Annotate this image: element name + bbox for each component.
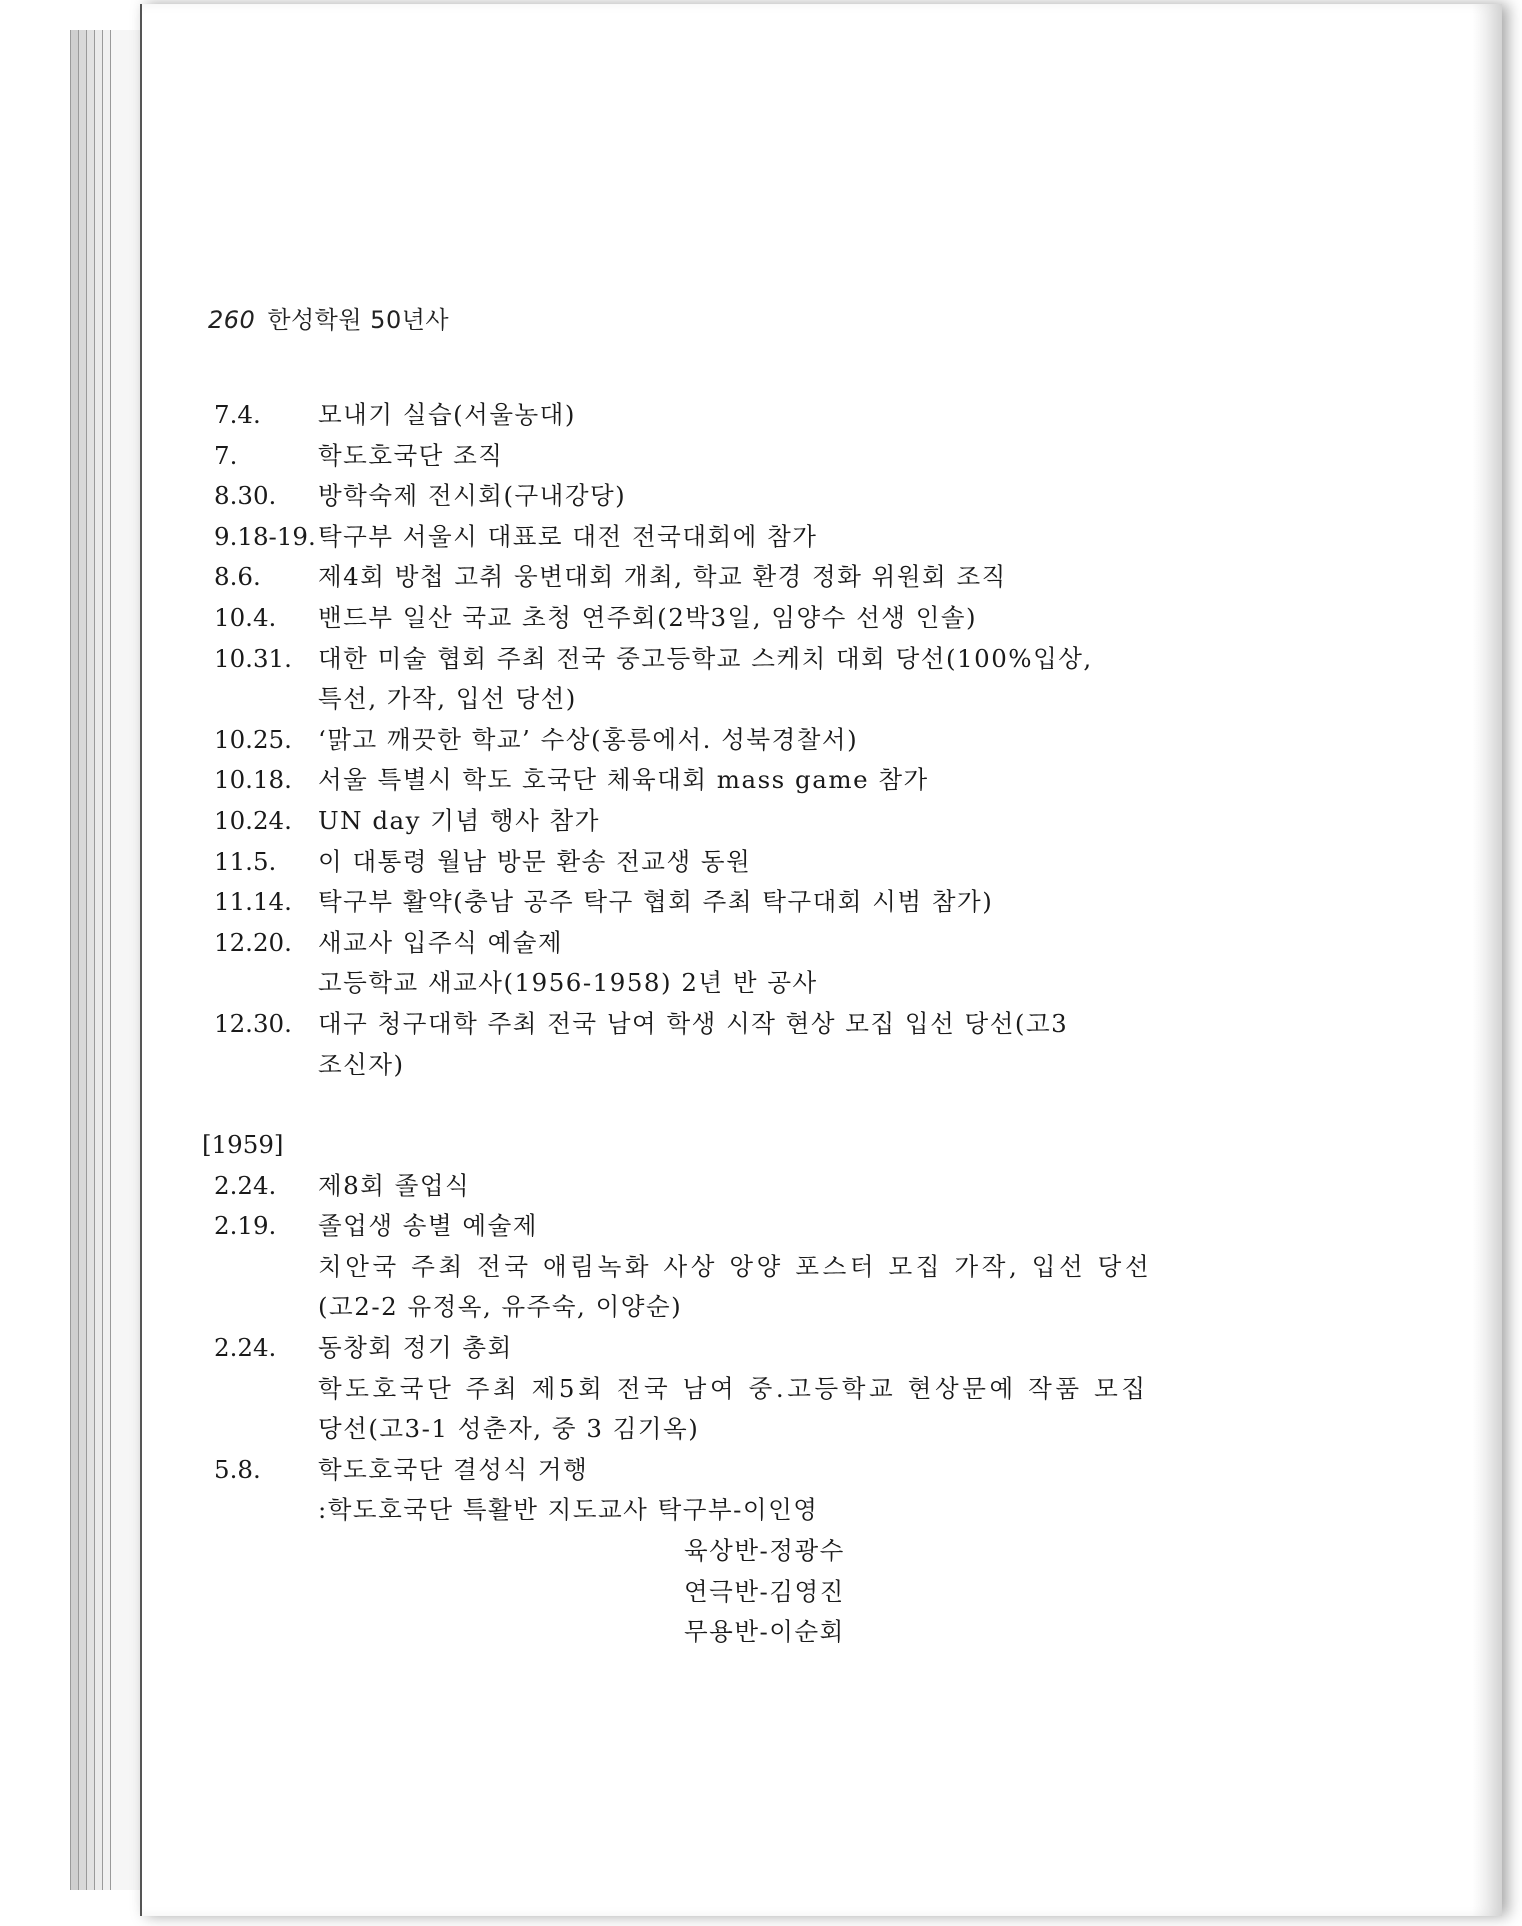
entry-continuation: 당선(고3-1 성춘자, 중 3 김기옥) <box>318 1414 700 1444</box>
entry-continuation: (고2-2 유정옥, 유주숙, 이양순) <box>318 1292 683 1322</box>
entry-continuation: 치안국 주최 전국 애림녹화 사상 앙양 포스터 모집 가작, 입선 당선 <box>318 1251 1153 1281</box>
entry-text: 모내기 실습(서울농대) <box>318 400 576 429</box>
entry-date: 8.30. <box>214 481 277 511</box>
list-item <box>214 1328 1274 1369</box>
entry-continuation: 특선, 가작, 입선 당선) <box>318 684 577 714</box>
entry-date: 10.24. <box>214 805 292 835</box>
entry-text: 방학숙제 전시회(구내강당) <box>318 481 627 511</box>
entry-text: 새교사 입주식 예술제 <box>318 927 564 957</box>
entry-date: 8.6. <box>214 562 261 592</box>
entry-text: 학도호국단 결성식 거행 <box>318 1454 589 1484</box>
entry-date: 7.4. <box>214 400 261 429</box>
list-item <box>214 476 1274 517</box>
entry-text: 학도호국단 조직 <box>318 440 504 470</box>
entry-continuation: 학도호국단 주최 제5회 전국 남여 중.고등학교 현상문예 작품 모집 <box>318 1373 1149 1403</box>
entries-1959 <box>214 1166 1274 1653</box>
year-heading: [1959] <box>202 1130 284 1160</box>
entry-text: ‘맑고 깨끗한 학교’ 수상(홍릉에서. 성북경찰서) <box>318 724 859 754</box>
list-item <box>214 1450 1274 1491</box>
page-shadow <box>1472 4 1502 1916</box>
book-title: 한성학원 50년사 <box>267 306 450 334</box>
advisor-line: 육상반-정광수 <box>684 1536 845 1566</box>
advisor-line: 무용반-이순회 <box>684 1617 845 1647</box>
entry-text: 탁구부 활약(충남 공주 탁구 협회 주최 탁구대회 시범 참가) <box>318 887 994 917</box>
list-item <box>214 842 1274 883</box>
page-number: 260 <box>208 306 256 334</box>
entry-text: 탁구부 서울시 대표로 대전 전국대회에 참가 <box>318 521 818 551</box>
list-item <box>214 760 1274 801</box>
entry-date: 7. <box>214 440 238 470</box>
entry-date: 5.8. <box>214 1454 261 1484</box>
list-item <box>214 517 1274 558</box>
list-item <box>214 923 1274 964</box>
entry-date: 9.18-19. <box>214 521 316 551</box>
entry-date: 12.30. <box>214 1008 292 1038</box>
advisor-line: 연극반-김영진 <box>684 1576 845 1606</box>
list-item <box>214 1004 1274 1045</box>
entry-text: 대구 청구대학 주최 전국 남여 학생 시작 현상 모집 입선 당선(고3 <box>318 1008 1069 1038</box>
entry-date: 2.24. <box>214 1170 277 1200</box>
entry-text: 졸업생 송별 예술제 <box>318 1211 538 1241</box>
entry-date: 11.5. <box>214 846 277 876</box>
entry-date: 10.25. <box>214 724 292 754</box>
entry-date: 11.14. <box>214 887 292 917</box>
entry-continuation: 고등학교 새교사(1956-1958) 2년 반 공사 <box>318 968 818 998</box>
entry-date: 12.20. <box>214 927 292 957</box>
entries-1958 <box>214 395 1274 1085</box>
entry-text: 제4회 방첩 고취 웅변대회 개최, 학교 환경 정화 위원회 조직 <box>318 562 1007 592</box>
entry-date: 10.31. <box>214 643 292 673</box>
entry-text: 제8회 졸업식 <box>318 1170 471 1200</box>
list-item <box>214 801 1274 842</box>
list-item <box>214 1166 1274 1207</box>
entry-date: 2.24. <box>214 1333 277 1363</box>
list-item <box>214 557 1274 598</box>
entry-date: 10.18. <box>214 765 292 795</box>
list-item <box>214 436 1274 477</box>
entry-text: 동창회 정기 총회 <box>318 1333 513 1363</box>
advisor-intro: :학도호국단 특활반 지도교사 탁구부-이인영 <box>318 1495 819 1525</box>
entry-date: 2.19. <box>214 1211 277 1241</box>
entry-text: 밴드부 일산 국교 초청 연주회(2박3일, 임양수 선생 인솔) <box>318 602 978 632</box>
running-header <box>208 300 449 335</box>
list-item <box>214 1206 1274 1247</box>
list-item <box>214 639 1274 680</box>
list-item <box>214 882 1274 923</box>
entry-text: 대한 미술 협회 주최 전국 중고등학교 스케치 대회 당선(100%입상, <box>318 643 1093 673</box>
list-item <box>214 598 1274 639</box>
entry-text: 이 대통령 월남 방문 환송 전교생 동원 <box>318 846 752 876</box>
entry-text: 서울 특별시 학도 호국단 체육대회 mass game 참가 <box>318 765 929 795</box>
list-item <box>214 720 1274 761</box>
entry-continuation: 조신자) <box>318 1049 405 1079</box>
list-item <box>214 395 1274 436</box>
chronology <box>202 395 1274 1653</box>
entry-date: 10.4. <box>214 602 277 632</box>
entry-text: UN day 기념 행사 참가 <box>318 805 600 835</box>
